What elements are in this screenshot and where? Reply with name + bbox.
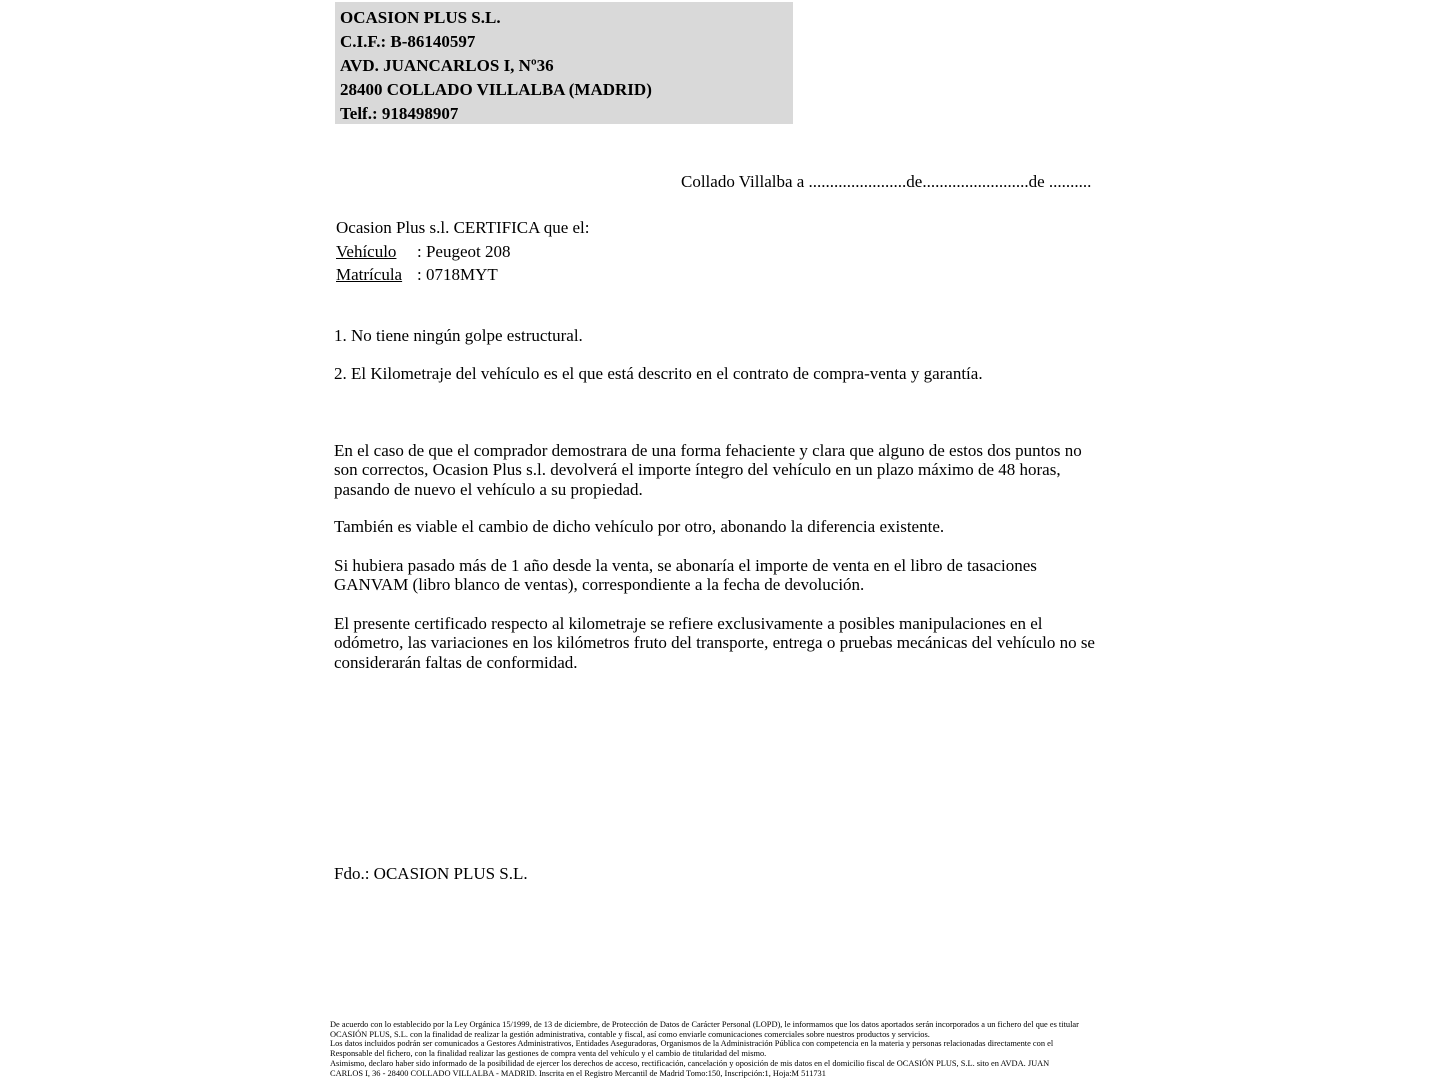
legal-line-6: CARLOS I, 36 - 28400 COLLADO VILLALBA - MADRID. Inscrita en el Registro Mercantil de Madrid Tomo:150, Inscripción:1, Hoja:M 511731 [330,1068,826,1078]
plate-label: Matrícula [336,265,403,285]
legal-line-4: Responsable del fichero, con la finalidad realizar las gestiones de compra venta del vehículo y el cambio de titularidad del mismo. [330,1049,767,1059]
body-paragraph-odometer: El presente certificado respecto al kilometraje se refiere exclusivamente a posibles manipulaciones en el odómetro, las variaciones en los kilómetros fruto del transporte, entrega o pruebas mecánicas del vehículo no se considerarán faltas de conformidad. [334,614,1095,672]
signature-line: Fdo.: OCASION PLUS S.L. [334,864,528,883]
plate-value: : 0718MYT [417,265,498,285]
legal-line-2: OCASIÓN PLUS, S.L. con la finalidad de realizar la gestión administrativa, contable y fiscal, así como enviarle comunicaciones comerciales sobre nuestros productos y servicios. [330,1029,930,1039]
certification-point-2: 2. El Kilometraje del vehículo es el que está descrito en el contrato de compra-venta y garantía. [334,364,983,383]
body-paragraph-ganvam: Si hubiera pasado más de 1 año desde la venta, se abonaría el importe de venta en el libro de tasaciones GANVAM (libro blanco de ventas), correspondiente a la fecha de devolución. [334,556,1037,595]
vehicle-row [336,240,590,264]
plate-row [336,263,590,287]
company-phone: Telf.: 918498907 [340,104,459,123]
legal-line-1: De acuerdo con lo establecido por la Ley Orgánica 15/1999, de 13 de diciembre, de Protección de Datos de Carácter Personal (LOPD), le informamos que los datos aportados serán incorporados a un fichero del que es titular [330,1020,1079,1029]
date-line: Collado Villalba a .......................de.........................de .......... [681,172,1092,191]
company-name: OCASION PLUS S.L. [340,8,501,27]
certification-intro: Ocasion Plus s.l. CERTIFICA que el: [336,218,590,237]
certification-block [336,216,590,287]
legal-line-3: Los datos incluidos podrán ser comunicados a Gestores Administrativos, Entidades Aseguradoras, Organismos de la Administración Pública con competencia en la materia y personas relacionadas directamente con el [330,1039,1054,1049]
company-address: AVD. JUANCARLOS I, Nº36 [340,56,554,75]
company-header-box [335,2,793,124]
body-paragraph-exchange: También es viable el cambio de dicho vehículo por otro, abonando la diferencia existente. [334,517,945,536]
company-cif: C.I.F.: B-86140597 [340,32,476,51]
certification-point-1: 1. No tiene ningún golpe estructural. [334,326,583,345]
vehicle-value: : Peugeot 208 [417,241,511,261]
company-city: 28400 COLLADO VILLALBA (MADRID) [340,80,652,99]
vehicle-label: Vehículo [336,241,397,261]
legal-footer [330,1020,1079,1078]
body-paragraph-refund: En el caso de que el comprador demostrara de una forma fehaciente y clara que alguno de estos dos puntos no son correctos, Ocasion Plus s.l. devolverá el importe íntegro del vehículo en un plazo máximo de 48 horas, pasando de nuevo el vehículo a su propiedad. [334,441,1082,499]
legal-line-5: Asimismo, declaro haber sido informado de la posibilidad de ejercer los derechos de acceso, rectificación, cancelación y oposición de mis datos en el domicilio fiscal de OCASIÓN PLUS, S.L. sito en AVDA. JUAN [330,1058,1050,1068]
